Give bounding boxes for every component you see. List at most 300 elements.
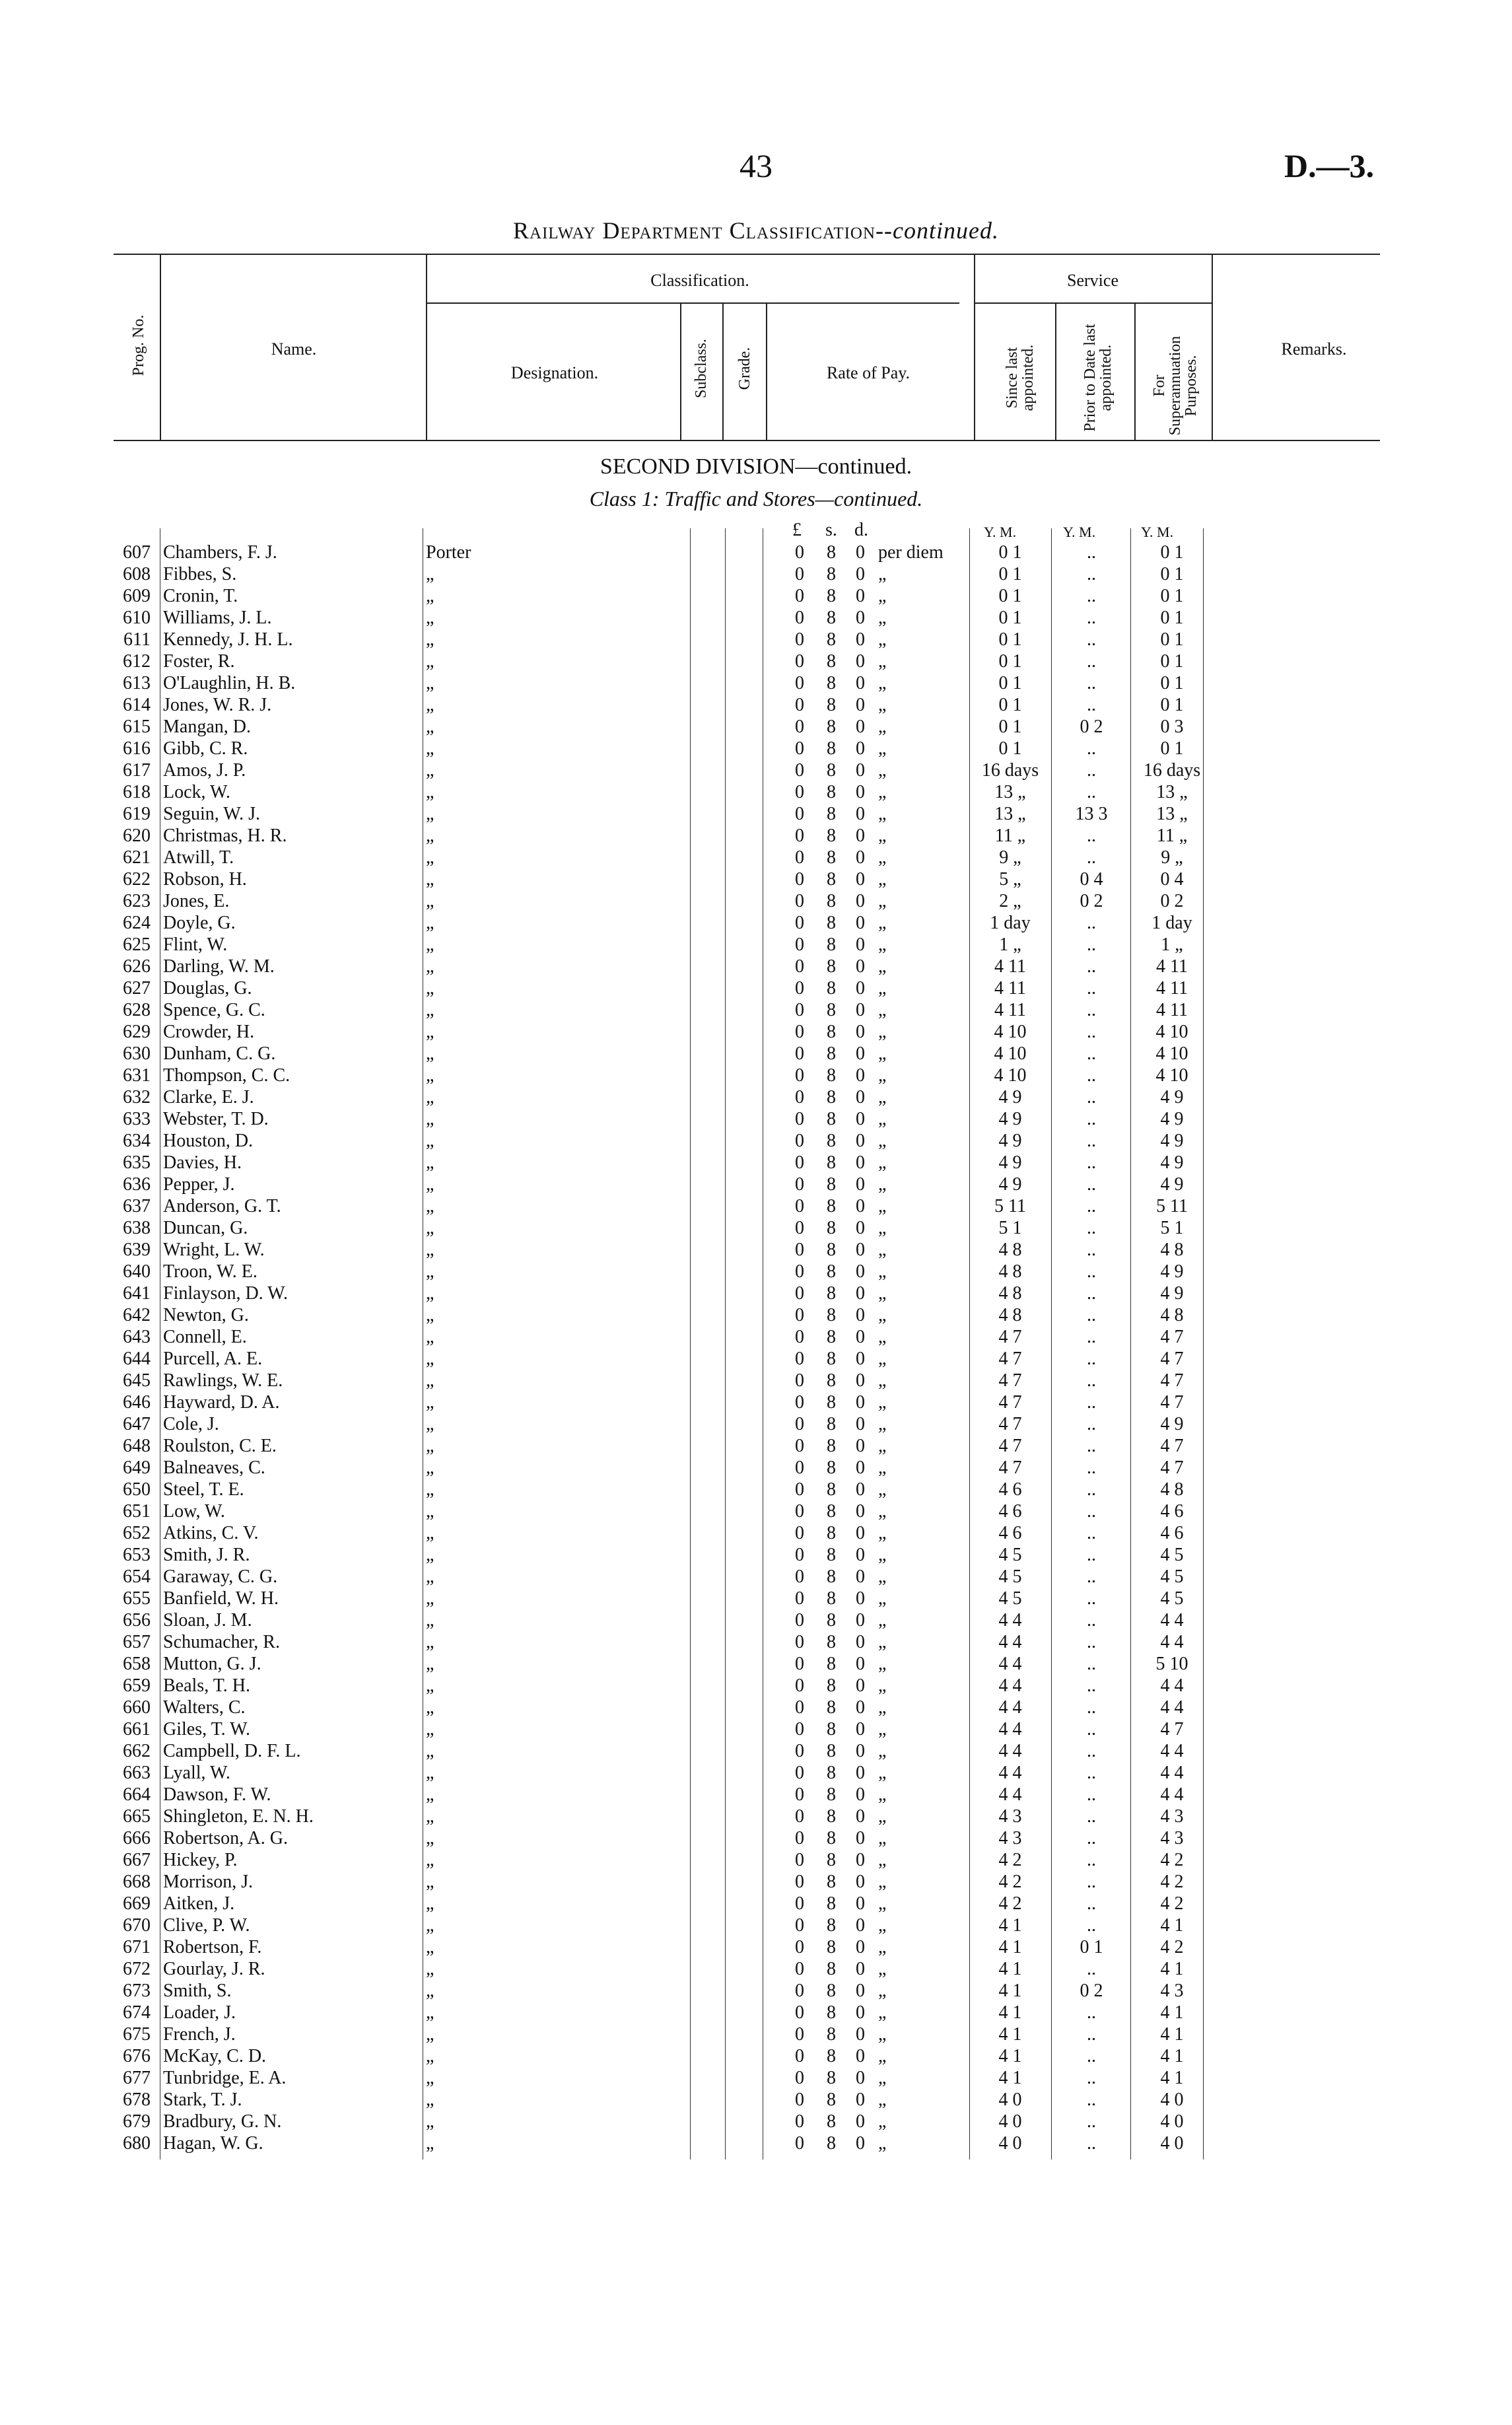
per-cell: „ xyxy=(878,1719,887,1740)
prog-no-cell: 654 xyxy=(123,1566,151,1587)
table-row xyxy=(0,1195,1512,1217)
superannuation-cell: 4 7 xyxy=(1160,1370,1184,1391)
header-divider xyxy=(1134,302,1136,440)
pounds-cell: 0 xyxy=(795,1087,804,1107)
name-cell: Atkins, C. V. xyxy=(163,1523,259,1543)
pounds-cell: 0 xyxy=(795,1458,804,1478)
pence-cell: 0 xyxy=(856,1545,865,1565)
table-row xyxy=(0,629,1512,650)
since-last-cell: 1 „ xyxy=(999,934,1021,955)
pence-cell: 0 xyxy=(856,2111,865,2132)
per-cell: „ xyxy=(878,695,887,715)
table-row xyxy=(0,1609,1512,1631)
table-row xyxy=(0,1718,1512,1740)
designation-cell: „ xyxy=(426,1654,434,1674)
pence-cell: 0 xyxy=(856,1610,865,1631)
prior-cell: .. xyxy=(1087,564,1096,584)
prior-cell: .. xyxy=(1087,1043,1096,1064)
prog-no-cell: 636 xyxy=(123,1174,151,1195)
per-cell: „ xyxy=(878,1588,887,1609)
shillings-cell: 8 xyxy=(827,1523,836,1543)
table-row xyxy=(0,1500,1512,1522)
name-cell: Clarke, E. J. xyxy=(163,1087,254,1107)
designation-cell: „ xyxy=(426,1349,434,1369)
per-cell: „ xyxy=(878,2111,887,2132)
designation-cell: „ xyxy=(426,1545,434,1565)
prior-cell: .. xyxy=(1087,673,1096,693)
designation-cell: „ xyxy=(426,1675,434,1696)
designation-cell: „ xyxy=(426,1479,434,1500)
superannuation-cell: 4 11 xyxy=(1156,956,1188,977)
per-cell: „ xyxy=(878,1261,887,1282)
table-row xyxy=(0,1915,1512,1936)
designation-cell: „ xyxy=(426,1283,434,1304)
since-last-cell: 4 3 xyxy=(998,1806,1022,1827)
designation-cell: „ xyxy=(426,1000,434,1020)
since-last-cell: 2 „ xyxy=(999,891,1021,911)
shillings-cell: 8 xyxy=(827,2024,836,2045)
shillings-cell: 8 xyxy=(827,586,836,606)
prior-cell: .. xyxy=(1087,1240,1096,1260)
name-cell: Wright, L. W. xyxy=(163,1240,265,1260)
since-last-cell: 4 9 xyxy=(998,1087,1022,1107)
shillings-cell: 8 xyxy=(827,1610,836,1631)
page-code: D.—3. xyxy=(1284,147,1375,184)
pence-cell: 0 xyxy=(856,1349,865,1369)
prior-cell: .. xyxy=(1087,1741,1096,1761)
shillings-cell: 8 xyxy=(827,1109,836,1129)
name-cell: Dawson, F. W. xyxy=(163,1784,271,1805)
per-cell: „ xyxy=(878,847,887,868)
table-row xyxy=(0,890,1512,912)
pence-cell: 0 xyxy=(856,1654,865,1674)
prog-no-cell: 643 xyxy=(123,1327,151,1347)
shillings-cell: 8 xyxy=(827,1806,836,1827)
prior-cell: .. xyxy=(1087,1566,1096,1587)
name-cell: Hickey, P. xyxy=(163,1850,238,1870)
pounds-cell: 0 xyxy=(795,2068,804,2088)
since-last-cell: 4 2 xyxy=(998,1850,1022,1870)
superannuation-cell: 4 4 xyxy=(1160,1632,1184,1652)
page-number: 43 xyxy=(739,147,773,184)
table-row xyxy=(0,1871,1512,1893)
pence-cell: 0 xyxy=(856,869,865,890)
prog-no-cell: 670 xyxy=(123,1915,151,1936)
prog-no-cell: 618 xyxy=(123,782,151,802)
table-row xyxy=(0,1675,1512,1697)
shillings-cell: 8 xyxy=(827,1196,836,1216)
per-cell: „ xyxy=(878,760,887,781)
shillings-cell: 8 xyxy=(827,1828,836,1848)
since-last-cell: 4 7 xyxy=(998,1327,1022,1347)
superannuation-cell: 4 8 xyxy=(1160,1240,1184,1260)
table-row xyxy=(0,1108,1512,1130)
name-cell: Walters, C. xyxy=(163,1697,246,1718)
table-row xyxy=(0,1130,1512,1152)
per-cell: „ xyxy=(878,2024,887,2045)
pence-cell: 0 xyxy=(856,1893,865,1914)
page-title-main: Railway Department Classification xyxy=(513,217,876,244)
pounds-cell: 0 xyxy=(795,1981,804,2001)
table-row xyxy=(0,2067,1512,2089)
per-cell: „ xyxy=(878,1043,887,1064)
name-cell: Finlayson, D. W. xyxy=(163,1283,289,1304)
shillings-cell: 8 xyxy=(827,542,836,563)
table-row xyxy=(0,542,1512,563)
prog-no-cell: 635 xyxy=(123,1152,151,1173)
prior-cell: .. xyxy=(1087,1327,1096,1347)
prog-no-cell: 634 xyxy=(123,1131,151,1151)
shillings-cell: 8 xyxy=(827,1305,836,1325)
designation-cell: „ xyxy=(426,956,434,977)
designation-cell: „ xyxy=(426,2002,434,2023)
designation-cell: „ xyxy=(426,1240,434,1260)
superannuation-cell: 4 0 xyxy=(1160,2111,1184,2132)
section-subtitle: Class 1: Traffic and Stores—continued. xyxy=(589,487,923,510)
superannuation-cell: 4 9 xyxy=(1160,1109,1184,1129)
per-cell: „ xyxy=(878,1937,887,1957)
superannuation-cell: 4 9 xyxy=(1160,1261,1184,1282)
prior-cell: .. xyxy=(1087,738,1096,759)
table-row xyxy=(0,1479,1512,1500)
header-remarks: Remarks. xyxy=(1281,339,1347,359)
pence-cell: 0 xyxy=(856,1937,865,1957)
prog-no-cell: 663 xyxy=(123,1763,151,1783)
prior-cell: .. xyxy=(1087,608,1096,628)
table-row xyxy=(0,803,1512,825)
designation-cell: „ xyxy=(426,2090,434,2110)
pence-cell: 0 xyxy=(856,1850,865,1870)
pence-cell: 0 xyxy=(856,1566,865,1587)
designation-cell: „ xyxy=(426,564,434,584)
prior-cell: .. xyxy=(1087,1261,1096,1282)
shillings-cell: 8 xyxy=(827,847,836,868)
prior-cell: .. xyxy=(1087,1436,1096,1456)
per-cell: „ xyxy=(878,956,887,977)
prog-no-cell: 672 xyxy=(123,1959,151,1979)
name-cell: Douglas, G. xyxy=(163,978,252,999)
classification-rule xyxy=(426,302,959,304)
since-last-cell: 4 4 xyxy=(998,1763,1022,1783)
name-cell: French, J. xyxy=(163,2024,236,2045)
table-row xyxy=(0,1413,1512,1435)
pence-cell: 0 xyxy=(856,760,865,781)
prog-no-cell: 675 xyxy=(123,2024,151,2045)
superannuation-cell: 4 6 xyxy=(1160,1501,1184,1522)
prog-no-cell: 642 xyxy=(123,1305,151,1325)
pounds-cell: 0 xyxy=(795,760,804,781)
designation-cell: „ xyxy=(426,2133,434,2154)
shillings-cell: 8 xyxy=(827,2111,836,2132)
per-cell: „ xyxy=(878,1479,887,1500)
pence-cell: 0 xyxy=(856,1414,865,1434)
pence-cell: 0 xyxy=(856,1131,865,1151)
superannuation-cell: 1 day xyxy=(1151,913,1192,933)
designation-cell: „ xyxy=(426,1632,434,1652)
pounds-cell: 0 xyxy=(795,956,804,977)
designation-cell: „ xyxy=(426,586,434,606)
designation-cell: „ xyxy=(426,891,434,911)
prior-cell: .. xyxy=(1087,1959,1096,1979)
per-cell: „ xyxy=(878,1915,887,1936)
designation-cell: „ xyxy=(426,1850,434,1870)
prog-no-cell: 674 xyxy=(123,2002,151,2023)
table-row xyxy=(0,847,1512,868)
designation-cell: „ xyxy=(426,978,434,999)
since-last-cell: 4 4 xyxy=(998,1654,1022,1674)
prog-no-cell: 653 xyxy=(123,1545,151,1565)
prog-no-cell: 632 xyxy=(123,1087,151,1107)
designation-cell: „ xyxy=(426,738,434,759)
superannuation-cell: 4 9 xyxy=(1160,1131,1184,1151)
superannuation-cell: 13 „ xyxy=(1156,804,1188,824)
since-last-cell: 4 10 xyxy=(994,1022,1027,1042)
since-last-cell: 4 1 xyxy=(998,1981,1022,2001)
pence-cell: 0 xyxy=(856,847,865,868)
name-cell: Schumacher, R. xyxy=(163,1632,280,1652)
prior-cell: .. xyxy=(1087,1719,1096,1740)
prog-no-cell: 664 xyxy=(123,1784,151,1805)
since-last-cell: 4 1 xyxy=(998,2002,1022,2023)
prior-cell: .. xyxy=(1087,1545,1096,1565)
prog-no-cell: 665 xyxy=(123,1806,151,1827)
table-row xyxy=(0,563,1512,585)
per-cell: „ xyxy=(878,717,887,737)
superannuation-cell: 11 „ xyxy=(1156,826,1188,846)
superannuation-cell: 0 1 xyxy=(1160,651,1184,672)
pence-cell: 0 xyxy=(856,651,865,672)
shillings-cell: 8 xyxy=(827,673,836,693)
superannuation-cell: 0 1 xyxy=(1160,564,1184,584)
name-cell: Mangan, D. xyxy=(163,717,251,737)
name-cell: Webster, T. D. xyxy=(163,1109,269,1129)
pence-cell: 0 xyxy=(856,1588,865,1609)
service-rule xyxy=(974,302,1212,304)
table-row xyxy=(0,1283,1512,1304)
shillings-cell: 8 xyxy=(827,1174,836,1195)
since-last-cell: 9 „ xyxy=(999,847,1021,868)
pounds-cell: 0 xyxy=(795,1763,804,1783)
pence-cell: 0 xyxy=(856,1458,865,1478)
shillings-cell: 8 xyxy=(827,826,836,846)
designation-cell: „ xyxy=(426,1261,434,1282)
prior-cell: .. xyxy=(1087,1915,1096,1936)
shillings-cell: 8 xyxy=(827,1675,836,1696)
shillings-cell: 8 xyxy=(827,1261,836,1282)
superannuation-cell: 4 9 xyxy=(1160,1283,1184,1304)
shillings-cell: 8 xyxy=(827,1741,836,1761)
pounds-cell: 0 xyxy=(795,1850,804,1870)
since-last-cell: 4 2 xyxy=(998,1893,1022,1914)
shillings-cell: 8 xyxy=(827,1981,836,2001)
superannuation-cell: 0 4 xyxy=(1160,869,1184,890)
designation-cell: „ xyxy=(426,1196,434,1216)
name-cell: Newton, G. xyxy=(163,1305,249,1325)
shillings-cell: 8 xyxy=(827,1240,836,1260)
pounds-cell: 0 xyxy=(795,1719,804,1740)
shillings-cell: 8 xyxy=(827,1719,836,1740)
pence-cell: 0 xyxy=(856,1697,865,1718)
superannuation-cell: 1 „ xyxy=(1161,934,1183,955)
name-cell: Giles, T. W. xyxy=(163,1719,250,1740)
table-row xyxy=(0,672,1512,694)
superannuation-cell: 4 3 xyxy=(1160,1981,1184,2001)
prior-cell: .. xyxy=(1087,1152,1096,1173)
name-cell: Anderson, G. T. xyxy=(163,1196,281,1216)
name-cell: Davies, H. xyxy=(163,1152,242,1173)
header-rate-of-pay: Rate of Pay. xyxy=(826,363,911,382)
prior-cell: .. xyxy=(1087,1610,1096,1631)
since-last-cell: 1 day xyxy=(990,913,1031,933)
pounds-cell: 0 xyxy=(795,1741,804,1761)
per-cell: „ xyxy=(878,2046,887,2066)
table-row xyxy=(0,1849,1512,1871)
pounds-cell: 0 xyxy=(795,1043,804,1064)
pence-cell: 0 xyxy=(856,1327,865,1347)
shillings-cell: 8 xyxy=(827,2046,836,2066)
table-row xyxy=(0,694,1512,716)
superannuation-cell: 4 4 xyxy=(1160,1697,1184,1718)
table-row xyxy=(0,1588,1512,1609)
pounds-cell: 0 xyxy=(795,826,804,846)
prior-cell: .. xyxy=(1087,1370,1096,1391)
per-cell: „ xyxy=(878,1981,887,2001)
per-cell: „ xyxy=(878,1828,887,1848)
designation-cell: „ xyxy=(426,1719,434,1740)
per-cell: „ xyxy=(878,1675,887,1696)
header-grade: Grade. xyxy=(736,347,753,390)
pounds-cell: 0 xyxy=(795,2046,804,2066)
shillings-cell: 8 xyxy=(827,956,836,977)
prior-cell: .. xyxy=(1087,1392,1096,1413)
prog-no-cell: 649 xyxy=(123,1458,151,1478)
table-row xyxy=(0,1370,1512,1391)
pence-cell: 0 xyxy=(856,695,865,715)
designation-cell: „ xyxy=(426,1763,434,1783)
per-cell: „ xyxy=(878,782,887,802)
prior-cell: .. xyxy=(1087,629,1096,650)
shillings-cell: 8 xyxy=(827,695,836,715)
designation-cell: „ xyxy=(426,1174,434,1195)
designation-cell: „ xyxy=(426,1981,434,2001)
designation-cell: „ xyxy=(426,1915,434,1936)
per-cell: „ xyxy=(878,1240,887,1260)
prior-cell: .. xyxy=(1087,2111,1096,2132)
pounds-cell: 0 xyxy=(795,1392,804,1413)
superannuation-cell: 4 2 xyxy=(1160,1850,1184,1870)
pounds-cell: 0 xyxy=(795,542,804,563)
shillings-cell: 8 xyxy=(827,1436,836,1456)
pounds-cell: 0 xyxy=(795,1872,804,1892)
superannuation-cell: 4 4 xyxy=(1160,1610,1184,1631)
name-cell: Cole, J. xyxy=(163,1414,219,1434)
per-cell: „ xyxy=(878,1218,887,1238)
since-last-cell: 4 2 xyxy=(998,1872,1022,1892)
table-row xyxy=(0,585,1512,607)
since-last-cell: 5 „ xyxy=(999,869,1021,890)
prog-no-cell: 619 xyxy=(123,804,151,824)
since-last-cell: 4 11 xyxy=(994,1000,1026,1020)
prog-no-cell: 679 xyxy=(123,2111,151,2132)
header-name: Name. xyxy=(271,339,317,359)
shillings-cell: 8 xyxy=(827,1501,836,1522)
per-cell: „ xyxy=(878,804,887,824)
since-last-cell: 0 1 xyxy=(998,738,1022,759)
superannuation-cell: 13 „ xyxy=(1156,782,1188,802)
prog-no-cell: 611 xyxy=(123,629,151,650)
header-service: Service xyxy=(1067,271,1118,290)
superannuation-cell: 4 10 xyxy=(1155,1065,1188,1086)
pence-cell: 0 xyxy=(856,2090,865,2110)
pounds-cell: 0 xyxy=(795,891,804,911)
name-cell: Clive, P. W. xyxy=(163,1915,250,1936)
shillings-cell: 8 xyxy=(827,1087,836,1107)
table-row xyxy=(0,1522,1512,1544)
prior-cell: 0 2 xyxy=(1080,891,1103,911)
table-row xyxy=(0,934,1512,956)
since-last-cell: 4 10 xyxy=(994,1043,1027,1064)
pence-cell: 0 xyxy=(856,1261,865,1282)
shillings-cell: 8 xyxy=(827,1043,836,1064)
name-cell: Darling, W. M. xyxy=(163,956,275,977)
shillings-cell: 8 xyxy=(827,1349,836,1369)
prog-no-cell: 662 xyxy=(123,1741,151,1761)
pence-cell: 0 xyxy=(856,1632,865,1652)
per-cell: „ xyxy=(878,564,887,584)
superannuation-cell: 0 1 xyxy=(1160,695,1184,715)
prog-no-cell: 656 xyxy=(123,1610,151,1631)
pence-cell: 0 xyxy=(856,1959,865,1979)
table-row xyxy=(0,1304,1512,1326)
shillings-cell: 8 xyxy=(827,2133,836,2154)
since-last-cell: 4 5 xyxy=(998,1545,1022,1565)
pounds-cell: 0 xyxy=(795,1349,804,1369)
since-last-cell: 0 1 xyxy=(998,651,1022,672)
since-last-cell: 4 1 xyxy=(998,1937,1022,1957)
prog-no-cell: 677 xyxy=(123,2068,151,2088)
superannuation-cell: 4 3 xyxy=(1160,1828,1184,1848)
pence-cell: 0 xyxy=(856,673,865,693)
pence-cell: 0 xyxy=(856,564,865,584)
pence-cell: 0 xyxy=(856,2002,865,2023)
table-row xyxy=(0,1784,1512,1806)
prog-no-cell: 645 xyxy=(123,1370,151,1391)
prior-cell: .. xyxy=(1087,1349,1096,1369)
shillings-cell: 8 xyxy=(827,1327,836,1347)
name-cell: Lock, W. xyxy=(163,782,230,802)
pence-cell: 0 xyxy=(856,1152,865,1173)
pence-cell: 0 xyxy=(856,1763,865,1783)
prior-cell: .. xyxy=(1087,1501,1096,1522)
pence-cell: 0 xyxy=(856,1523,865,1543)
prior-cell: .. xyxy=(1087,1479,1096,1500)
pence-cell: 0 xyxy=(856,1392,865,1413)
name-cell: Low, W. xyxy=(163,1501,225,1522)
name-cell: Duncan, G. xyxy=(163,1218,248,1238)
per-cell: „ xyxy=(878,913,887,933)
pence-cell: 0 xyxy=(856,913,865,933)
since-last-cell: 0 1 xyxy=(998,564,1022,584)
pounds-cell: 0 xyxy=(795,1218,804,1238)
name-cell: Houston, D. xyxy=(163,1131,254,1151)
pence-cell: 0 xyxy=(856,542,865,563)
pounds-cell: 0 xyxy=(795,1022,804,1042)
name-cell: Williams, J. L. xyxy=(163,608,272,628)
per-cell: „ xyxy=(878,1806,887,1827)
pence-cell: 0 xyxy=(856,1000,865,1020)
prog-no-cell: 650 xyxy=(123,1479,151,1500)
header-divider xyxy=(680,302,681,440)
